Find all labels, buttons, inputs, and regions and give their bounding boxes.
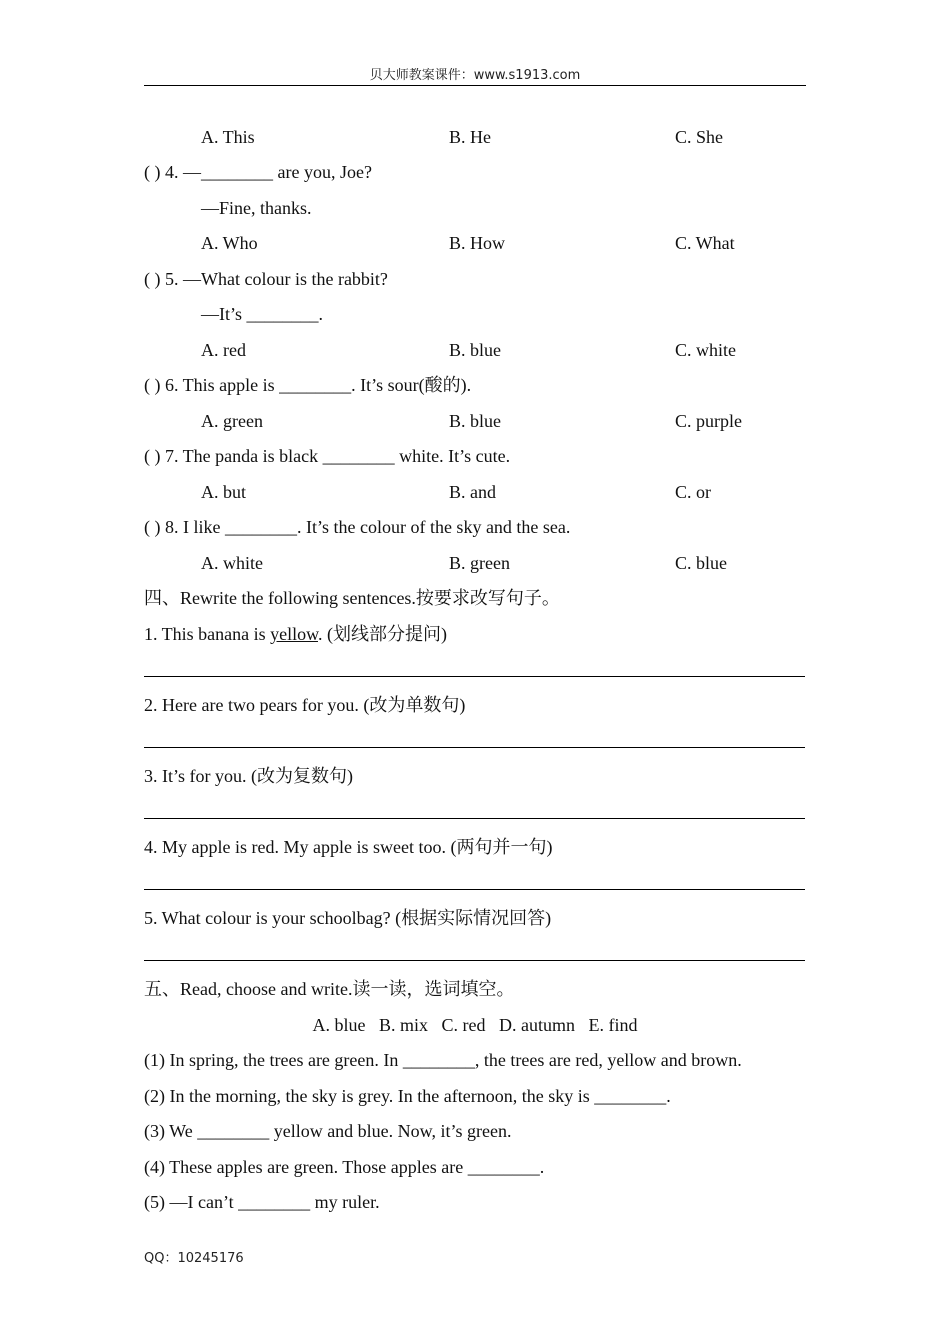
rewrite-3: 3. It’s for you. (改为复数句) <box>144 766 353 786</box>
q4-stem: ( ) 4. —________ are you, Joe? <box>144 162 372 182</box>
q8-option-c: C. blue <box>675 553 727 573</box>
section4-title: 四、Rewrite the following sentences.按要求改写句子。 <box>144 588 560 608</box>
fill-item-3: (3) We ________ yellow and blue. Now, it’s green. <box>144 1121 512 1141</box>
q6-stem: ( ) 6. This apple is ________. It’s sour(酸的). <box>144 375 472 395</box>
word-bank: A. blue B. mix C. red D. autumn E. find <box>312 1015 638 1035</box>
q5-stem: ( ) 5. —What colour is the rabbit? <box>144 269 388 289</box>
page-footer: QQ：10245176 <box>144 1251 244 1266</box>
answer-line-5[interactable] <box>144 960 805 961</box>
q5-option-b: B. blue <box>449 340 501 360</box>
q4-option-a: A. Who <box>201 233 258 253</box>
rewrite-4: 4. My apple is red. My apple is sweet too. (两句并一句) <box>144 837 553 857</box>
rewrite-1 <box>144 623 447 645</box>
fill-item-5: (5) —I can’t ________ my ruler. <box>144 1192 380 1212</box>
fill-item-1: (1) In spring, the trees are green. In ________, the trees are red, yellow and brown. <box>144 1050 742 1070</box>
rewrite-5: 5. What colour is your schoolbag? (根据实际情况回答) <box>144 908 552 928</box>
fill-item-2: (2) In the morning, the sky is grey. In the afternoon, the sky is ________. <box>144 1086 671 1106</box>
q3-option-b: B. He <box>449 127 491 147</box>
q4-option-c: C. What <box>675 233 735 253</box>
answer-line-2[interactable] <box>144 747 805 748</box>
q8-option-a: A. white <box>201 553 263 573</box>
q6-option-b: B. blue <box>449 411 501 431</box>
q6-option-c: C. purple <box>675 411 742 431</box>
page-header: 贝大师教案课件：www.s1913.com <box>369 68 581 83</box>
rewrite-2: 2. Here are two pears for you. (改为单数句) <box>144 695 466 715</box>
answer-line-4[interactable] <box>144 889 805 890</box>
q7-option-b: B. and <box>449 482 496 502</box>
q7-option-c: C. or <box>675 482 711 502</box>
rewrite-1-post: . (划线部分提问) <box>317 624 447 644</box>
q7-option-a: A. but <box>201 482 246 502</box>
fill-item-4: (4) These apples are green. Those apples are ________. <box>144 1157 545 1177</box>
q4-answer: —Fine, thanks. <box>201 198 312 218</box>
q6-option-a: A. green <box>201 411 263 431</box>
header-rule <box>144 85 806 86</box>
answer-line-1[interactable] <box>144 676 805 677</box>
q3-option-c: C. She <box>675 127 724 147</box>
rewrite-1-pre: 1. This banana is <box>144 624 271 644</box>
q5-answer: —It’s ________. <box>201 304 324 324</box>
answer-line-3[interactable] <box>144 818 805 819</box>
q4-option-b: B. How <box>449 233 506 253</box>
q7-stem: ( ) 7. The panda is black ________ white. It’s cute. <box>144 446 511 466</box>
q8-option-b: B. green <box>449 553 510 573</box>
q8-stem: ( ) 8. I like ________. It’s the colour of the sky and the sea. <box>144 517 571 537</box>
rewrite-1-underlined: yellow <box>270 624 318 644</box>
section5-title: 五、Read, choose and write.读一读，选词填空。 <box>144 979 515 999</box>
q5-option-a: A. red <box>201 340 246 360</box>
q5-option-c: C. white <box>675 340 736 360</box>
q3-option-a: A. This <box>201 127 255 147</box>
